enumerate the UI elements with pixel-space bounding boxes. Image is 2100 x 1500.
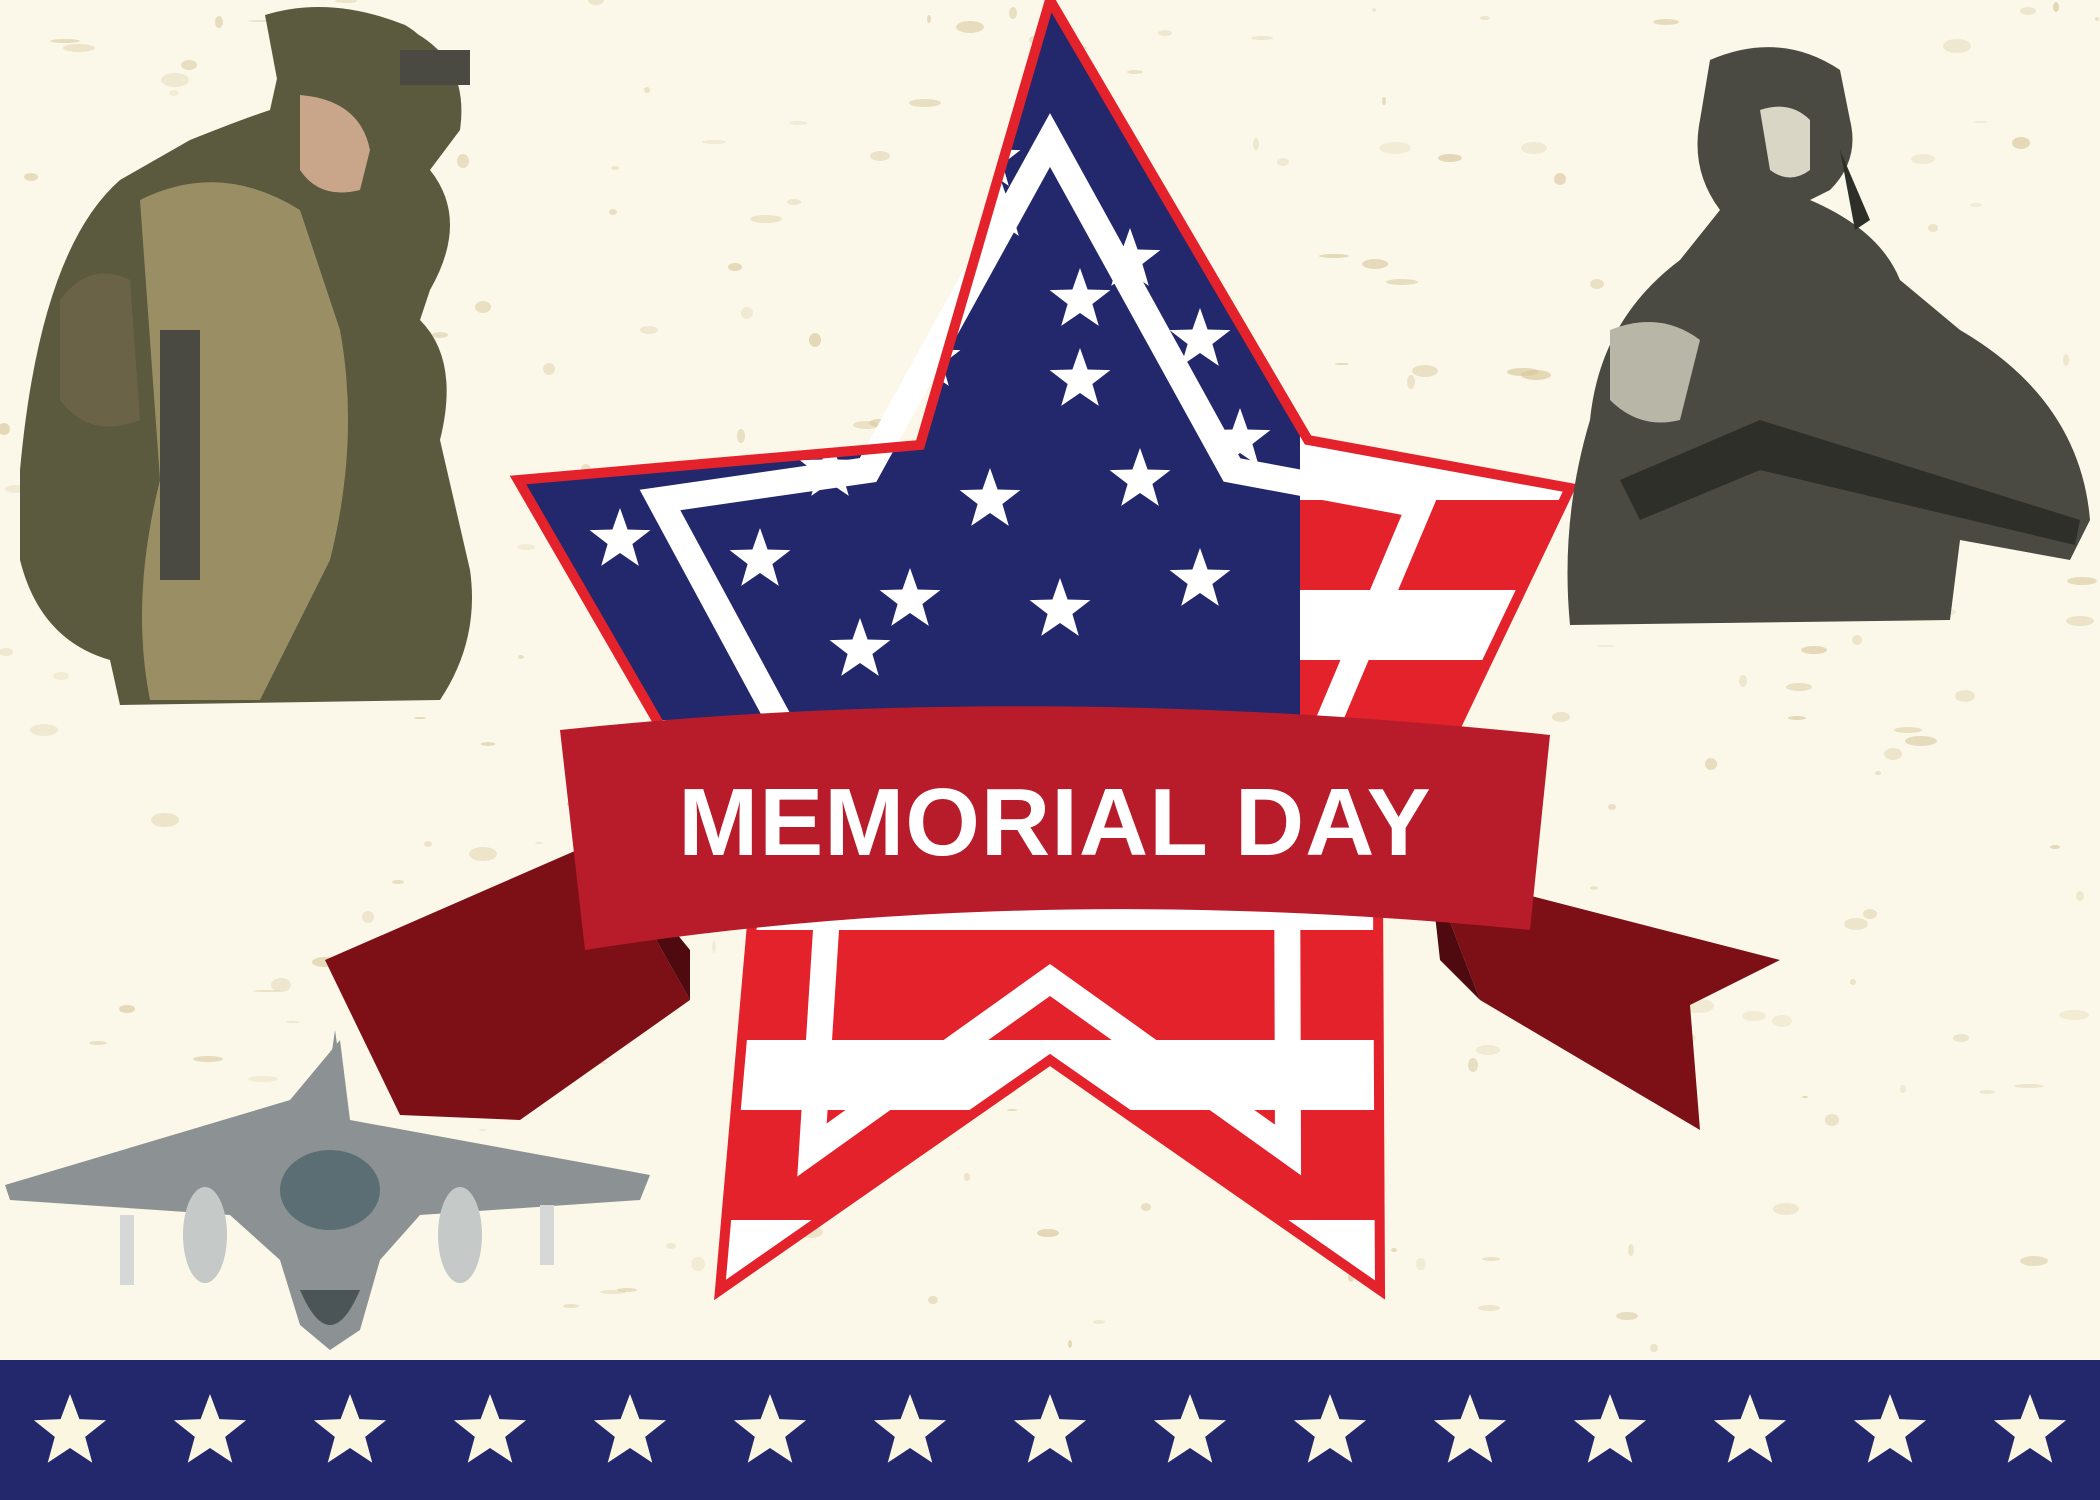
grunge-speck: [1482, 1257, 1500, 1261]
grunge-speck: [1742, 1011, 1766, 1021]
grunge-speck: [1884, 748, 1902, 760]
grunge-speck: [1554, 173, 1566, 185]
grunge-speck: [1438, 154, 1462, 162]
grunge-speck: [1372, 8, 1376, 12]
grunge-speck: [181, 60, 197, 70]
grunge-speck: [1068, 1340, 1072, 1348]
grunge-speck: [1412, 365, 1438, 377]
grunge-speck: [30, 724, 58, 736]
grunge-speck: [1863, 909, 1877, 919]
grunge-speck: [475, 301, 491, 313]
grunge-speck: [2067, 577, 2097, 585]
grunge-speck: [1773, 1203, 1799, 1215]
grunge-speck: [1127, 70, 1143, 74]
grunge-speck: [1407, 375, 1415, 389]
grunge-speck: [1251, 36, 1273, 40]
star-band: [0, 1360, 2100, 1500]
grunge-speck: [712, 941, 716, 953]
grunge-speck: [1476, 1045, 1500, 1055]
grunge-speck: [1628, 1244, 1634, 1256]
grunge-speck: [750, 215, 782, 223]
grunge-speck: [1386, 279, 1418, 285]
grunge-speck: [1141, 1203, 1151, 1211]
grunge-speck: [2066, 616, 2094, 626]
grunge-speck: [286, 1021, 300, 1023]
grunge-speck: [1009, 7, 1017, 19]
grunge-speck: [1911, 154, 1935, 164]
grunge-speck: [193, 1056, 223, 1062]
grunge-speck: [1900, 1085, 1906, 1093]
grunge-speck: [1158, 30, 1172, 36]
grunge-speck: [1905, 736, 1937, 746]
grunge-speck: [1825, 1114, 1839, 1126]
grunge-speck: [1844, 918, 1868, 930]
grunge-speck: [563, 1304, 579, 1308]
grunge-speck: [2076, 891, 2084, 901]
grunge-speck: [1894, 727, 1922, 733]
grunge-speck: [151, 813, 179, 827]
grunge-speck: [702, 140, 726, 144]
grunge-speck: [1590, 279, 1604, 289]
grunge-speck: [964, 1173, 970, 1181]
grunge-speck: [789, 121, 807, 125]
grunge-speck: [1616, 1312, 1638, 1320]
grunge-speck: [2020, 1256, 2048, 1266]
grunge-speck: [928, 1296, 938, 1304]
grunge-speck: [1478, 1305, 1500, 1311]
grunge-speck: [956, 21, 984, 33]
grunge-speck: [909, 99, 941, 107]
grunge-speck: [1362, 259, 1388, 269]
grunge-speck: [2012, 137, 2030, 149]
grunge-speck: [1277, 158, 1289, 166]
grunge-speck: [24, 173, 38, 181]
grunge-speck: [1416, 1258, 1426, 1270]
grunge-speck: [1650, 1344, 1658, 1352]
grunge-speck: [1597, 645, 1615, 647]
grunge-speck: [1953, 1034, 1969, 1042]
grunge-speck: [1319, 254, 1349, 258]
grunge-speck: [543, 363, 555, 375]
grunge-speck: [1253, 138, 1259, 150]
grunge-speck: [2020, 7, 2036, 15]
grunge-speck: [1608, 804, 1616, 810]
grunge-speck: [50, 39, 80, 43]
grunge-speck: [728, 263, 742, 271]
grunge-speck: [535, 842, 543, 844]
grunge-speck: [119, 1005, 135, 1013]
grunge-speck: [1852, 635, 1862, 645]
grunge-speck: [809, 333, 821, 347]
grunge-speck: [53, 672, 69, 680]
grunge-speck: [2050, 845, 2060, 849]
grunge-speck: [63, 44, 95, 52]
grunge-speck: [666, 1243, 676, 1249]
grunge-speck: [1335, 363, 1349, 365]
grunge-speck: [1786, 683, 1812, 691]
grunge-speck: [1507, 368, 1539, 376]
grunge-speck: [644, 87, 650, 93]
grunge-speck: [481, 742, 495, 746]
grunge-speck: [1928, 224, 1938, 232]
grunge-speck: [161, 73, 189, 87]
grunge-speck: [1468, 1058, 1478, 1072]
grunge-speck: [1653, 19, 1679, 25]
grunge-speck: [1739, 675, 1747, 687]
grunge-speck: [1379, 142, 1411, 154]
grunge-speck: [1875, 771, 1881, 775]
grunge-speck: [1802, 1096, 1808, 1098]
grunge-speck: [1391, 1248, 1397, 1252]
grunge-speck: [424, 841, 432, 847]
grunge-speck: [609, 209, 617, 215]
grunge-speck: [457, 154, 469, 168]
grunge-speck: [2095, 17, 2099, 21]
grunge-speck: [1705, 758, 1717, 770]
grunge-speck: [432, 332, 448, 338]
grunge-speck: [737, 429, 745, 443]
grunge-speck: [215, 16, 223, 28]
grunge-speck: [640, 326, 658, 334]
grunge-speck: [611, 166, 619, 170]
grunge-speck: [2014, 1084, 2044, 1088]
grunge-speck: [479, 1129, 487, 1131]
grunge-speck: [1788, 716, 1806, 720]
grunge-speck: [600, 1290, 626, 1294]
grunge-speck: [1590, 886, 1598, 890]
grunge-speck: [392, 880, 404, 884]
grunge-speck: [271, 978, 291, 992]
grunge-speck: [1552, 712, 1570, 722]
grunge-speck: [927, 15, 931, 23]
card-title: MEMORIAL DAY: [678, 769, 1432, 876]
grunge-speck: [1970, 203, 1982, 207]
grunge-speck: [2053, 2, 2059, 12]
grunge-speck: [414, 717, 426, 719]
grunge-speck: [2063, 354, 2069, 366]
grunge-speck: [1772, 1015, 1792, 1027]
grunge-speck: [1521, 142, 1547, 154]
grunge-speck: [2059, 1010, 2089, 1020]
grunge-speck: [248, 1076, 278, 1082]
grunge-speck: [741, 307, 753, 319]
grunge-speck: [1850, 979, 1856, 985]
grunge-speck: [787, 199, 801, 205]
grunge-speck: [1801, 646, 1827, 654]
grunge-speck: [517, 544, 535, 550]
grunge-speck: [1955, 690, 1975, 702]
grunge-speck: [1007, 1109, 1017, 1111]
grunge-speck: [1037, 1229, 1059, 1237]
grunge-speck: [1093, 1320, 1105, 1324]
grunge-speck: [89, 1041, 107, 1045]
grunge-speck: [169, 90, 179, 96]
grunge-speck: [362, 911, 374, 923]
grunge-speck: [691, 1257, 705, 1271]
grunge-speck: [1480, 16, 1490, 20]
grunge-speck: [1943, 39, 1971, 53]
grunge-speck: [1974, 121, 1988, 123]
grunge-speck: [469, 847, 497, 861]
grunge-speck: [1382, 97, 1386, 105]
grunge-speck: [1979, 1090, 1995, 1094]
grunge-speck: [518, 655, 524, 659]
grunge-speck: [870, 151, 890, 161]
